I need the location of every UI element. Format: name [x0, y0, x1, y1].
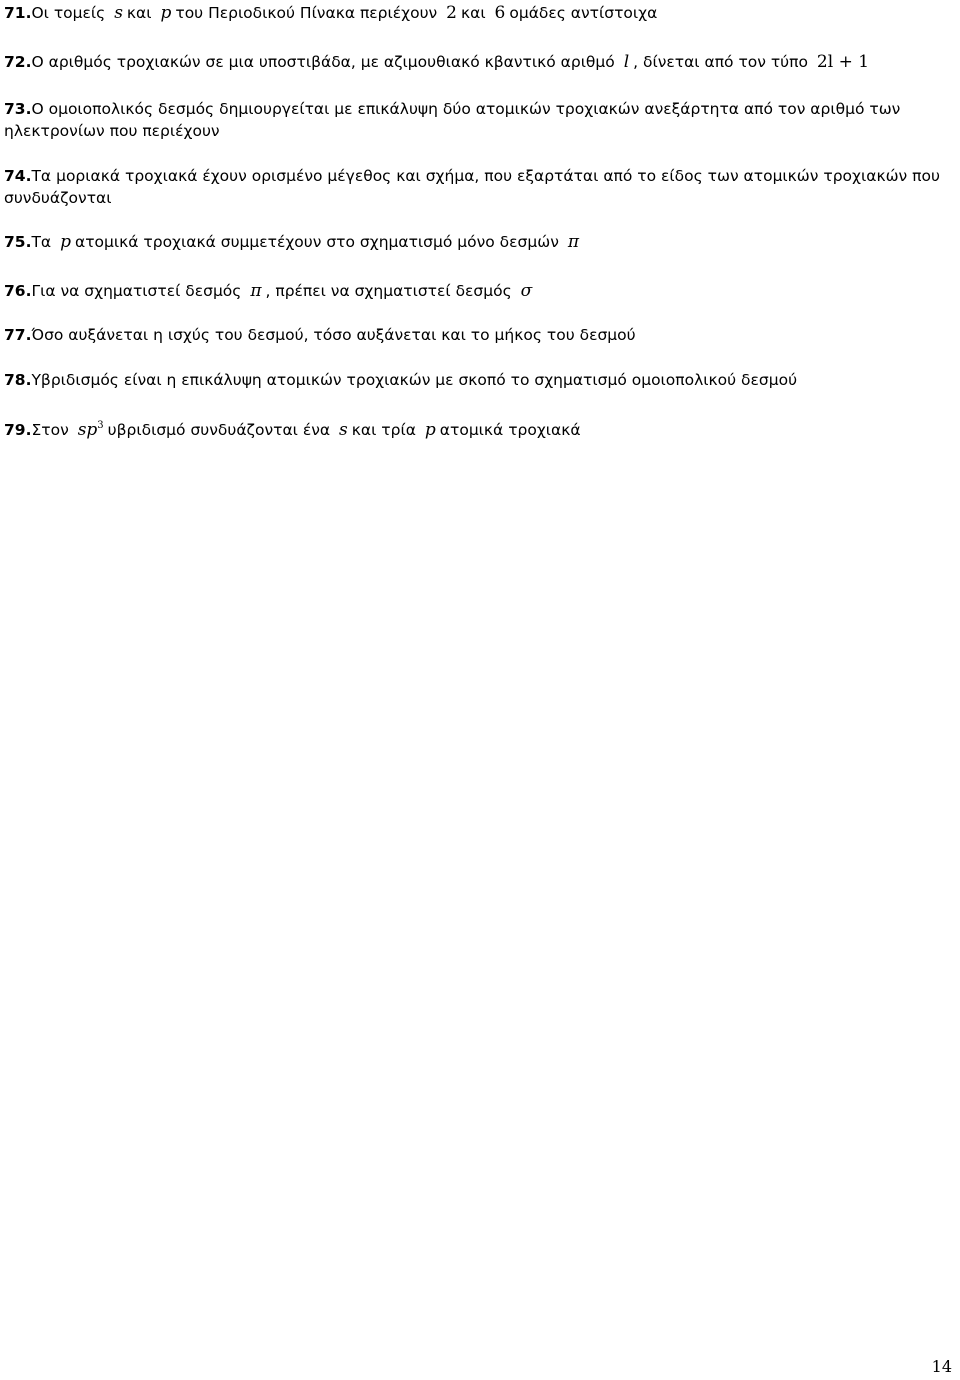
statement-number: 79.	[4, 421, 32, 439]
statement-number: 71.	[4, 4, 32, 22]
math-symbol: s	[114, 3, 123, 23]
statement-number: 75.	[4, 233, 32, 251]
statement-75	[4, 231, 956, 253]
page-number: 14	[931, 1357, 952, 1376]
statement-77	[4, 324, 956, 346]
math-symbol: $sp^3$	[77, 420, 104, 440]
statement-text: υβριδισμό συνδυάζονται ένα	[107, 421, 331, 439]
statement-text: Τα μοριακά τροχιακά έχουν ορισμένο μέγεθος και σχήμα, που εξαρτάται από το είδος των ατομικών τροχιακών που συνδυάζονται	[4, 167, 940, 207]
statement-text: Τα	[31, 233, 52, 251]
statement-text: Όσο αυξάνεται η ισχύς του δεσμού, τόσο αυξάνεται και το μήκος του δεσμού	[31, 326, 636, 344]
math-symbol: l	[623, 52, 630, 72]
statement-text: , πρέπει να σχηματιστεί δεσμός	[265, 282, 512, 300]
statement-71	[4, 2, 956, 24]
math-symbol: p	[160, 3, 172, 23]
statement-text: Υβριδισμός είναι η επικάλυψη ατομικών τροχιακών με σκοπό το σχηματισμό ομοιοπολικού δεσμού	[31, 371, 798, 389]
statement-text: ομάδες αντίστοιχα	[509, 4, 658, 22]
statement-text: Οι τομείς	[31, 4, 106, 22]
math-number: 2	[446, 3, 457, 23]
statement-number: 77.	[4, 326, 32, 344]
statement-text: Για να σχηματιστεί δεσμός	[31, 282, 242, 300]
math-symbol: π	[567, 232, 579, 252]
math-superscript: 3	[97, 420, 104, 431]
statement-text: ατομικά τροχιακά	[439, 421, 581, 439]
statement-73	[4, 98, 956, 142]
statement-number: 74.	[4, 167, 32, 185]
statement-text: του Περιοδικού Πίνακα περιέχουν	[175, 4, 438, 22]
statement-number: 76.	[4, 282, 32, 300]
statement-76	[4, 280, 956, 302]
statement-text: και	[126, 4, 152, 22]
math-symbol: p	[424, 420, 436, 440]
math-symbol: p	[60, 232, 71, 252]
statement-72	[4, 51, 956, 73]
statement-text: Ο ομοιοπολικός δεσμός δημιουργείται με επικάλυψη δύο ατομικών τροχιακών ανεξάρτητα από τον αριθμό των ηλεκτρονίων που περιέχουν	[4, 100, 901, 140]
statement-74	[4, 165, 956, 209]
math-symbol: σ	[520, 281, 533, 301]
statement-text: , δίνεται από τον τύπο	[633, 53, 808, 71]
statement-text: και	[460, 4, 486, 22]
statement-text: ατομικά τροχιακά συμμετέχουν στο σχηματισμό μόνο δεσμών	[74, 233, 559, 251]
statement-79	[4, 419, 956, 441]
statement-number: 72.	[4, 53, 32, 71]
math-formula: 2l + 1	[816, 52, 870, 72]
math-symbol: π	[250, 281, 262, 301]
statement-text: Ο αριθμός τροχιακών σε μια υποστιβάδα, με αζιμουθιακό κβαντικό αριθμό	[31, 53, 615, 71]
statement-78	[4, 369, 956, 391]
statement-text: και τρία	[351, 421, 416, 439]
statement-number: 73.	[4, 100, 32, 118]
math-symbol: s	[339, 420, 348, 440]
statement-number: 78.	[4, 371, 32, 389]
statement-text: Στον	[31, 421, 69, 439]
math-number: 6	[494, 3, 506, 23]
